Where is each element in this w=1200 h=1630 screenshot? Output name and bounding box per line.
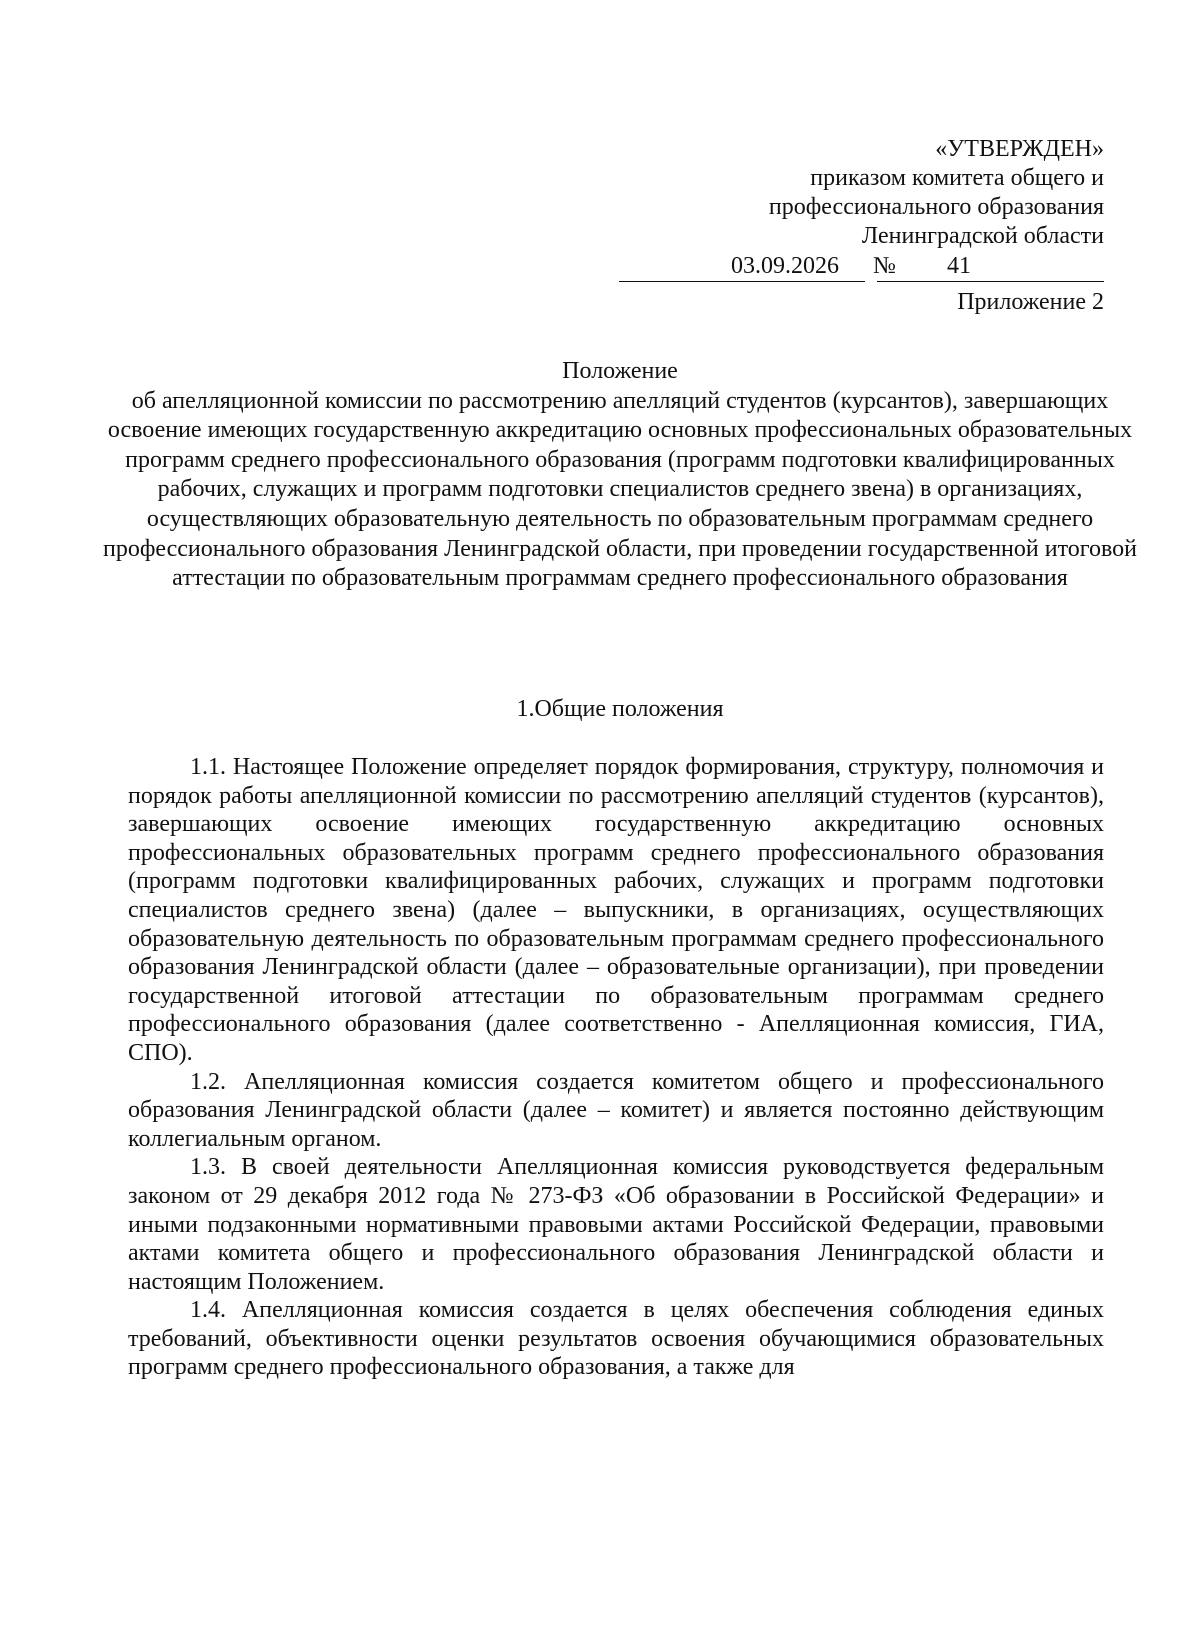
approval-line-3: Ленинградской области	[861, 223, 1104, 249]
paragraph-1-3: 1.3. В своей деятельности Апелляционная комиссия руководствуется федеральным законом от 29 декабря 2012 года № 273-ФЗ «Об образовании в Российской Федерации» и иными подзаконными нормативными правовыми актами Российской Федерации, правовыми актами комитета общего и профессионального образования Ленинградской области и настоящим Положением.	[128, 1154, 1104, 1295]
paragraph-1-4: 1.4. Апелляционная комиссия создается в целях обеспечения соблюдения единых требований, объективности оценки результатов освоения обучающимися образовательных программ среднего профессионального образования, а также для	[128, 1297, 1104, 1381]
section-body	[128, 753, 1104, 1382]
document-title	[100, 357, 1140, 594]
section-heading: 1.Общие положения	[516, 696, 724, 722]
title-word: Положение	[562, 358, 678, 384]
order-date: 03.09.2026	[731, 253, 839, 279]
approval-stamp	[620, 135, 1104, 317]
approval-heading: «УТВЕРЖДЕН»	[935, 136, 1104, 162]
order-number-sign: №	[873, 253, 896, 279]
order-date-number-line	[619, 253, 1104, 282]
approval-line-1: приказом комитета общего и	[810, 165, 1104, 191]
approval-line-2: профессионального образования	[768, 194, 1104, 220]
paragraph-1-2: 1.2. Апелляционная комиссия создается комитетом общего и профессионального образования Ленинградской области (далее – комитет) и является постоянно действующим коллегиальным органом.	[128, 1068, 1104, 1152]
order-number: 41	[947, 253, 971, 279]
appendix-label: Приложение 2	[957, 289, 1104, 315]
title-subtitle: об апелляционной комиссии по рассмотрению апелляций студентов (курсантов), завершающих освоение имеющих государственную аккредитацию основных профессиональных образовательных программ среднего профессионального образования (программ подготовки квалифицированных рабочих, служащих и программ подготовки специалистов среднего звена) в организациях, осуществляющих образовательную деятельность по образовательным программам среднего профессионального образования Ленинградской области, при проведении государственной итоговой аттестации по образовательным программам среднего профессионального образования	[102, 387, 1138, 592]
paragraph-1-1: 1.1. Настоящее Положение определяет порядок формирования, структуру, полномочия и порядок работы апелляционной комиссии по рассмотрению апелляций студентов (курсантов), завершающих освоение имеющих государственную аккредитацию основных профессиональных образовательных программ среднего профессионального образования (программ подготовки квалифицированных рабочих, служащих и программ подготовки специалистов среднего звена) (далее – выпускники, в организациях, осуществляющих образовательную деятельность по образовательным программам среднего профессионального образования Ленинградской области (далее – образовательные организации), при проведении государственной итоговой аттестации по образовательным программам среднего профессионального образования (далее соответственно - Апелляционная комиссия, ГИА, СПО).	[128, 754, 1104, 1066]
